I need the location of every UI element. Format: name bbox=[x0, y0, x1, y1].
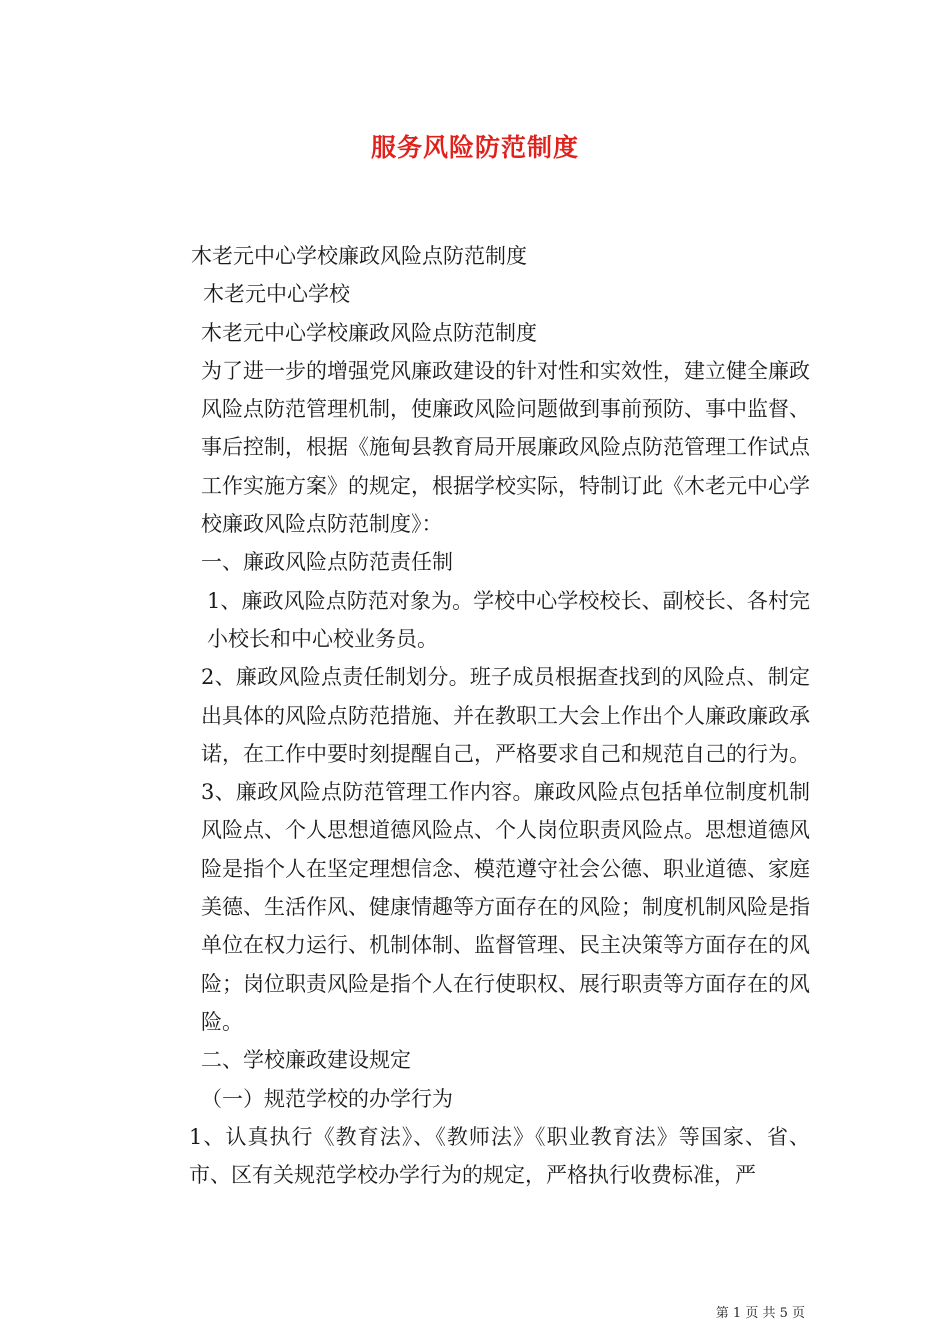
paragraph-item-4: 1、认真执行《教育法》、《教师法》《职业教育法》等国家、省、市、区有关规范学校办学行为的规定，严格执行收费标准，严 bbox=[189, 1124, 810, 1188]
section-heading-2: 二、学校廉政建设规定 bbox=[201, 1048, 411, 1073]
paragraph-item-1: 1、廉政风险点防范对象为。学校中心学校校长、副校长、各村完小校长和中心校业务员。 bbox=[207, 588, 810, 651]
paragraph-heading-1: 木老元中心学校廉政风险点防范制度 bbox=[191, 244, 527, 268]
document-body bbox=[145, 237, 810, 1194]
subsection-heading-1: （一）规范学校的办学行为 bbox=[201, 1086, 453, 1111]
document-title: 服务风险防范制度 bbox=[370, 133, 579, 162]
paragraph-item-3: 3、廉政风险点防范管理工作内容。廉政风险点包括单位制度机制风险点、个人思想道德风险点、个人岗位职责风险点。思想道德风险是指个人在坚定理想信念、模范遵守社会公德、职业道德、家庭美德、生活作风、健康情趣等方面存在的风险；制度机制风险是指单位在权力运行、机制体制、监督管理、民主决策等方面存在的风险；岗位职责风险是指个人在行使职权、展行职责等方面存在的风险。 bbox=[201, 780, 810, 1034]
page-indicator: 第 1 页 共 5 页 bbox=[715, 1306, 805, 1321]
paragraph-item-2: 2、廉政风险点责任制划分。班子成员根据查找到的风险点、制定出具体的风险点防范措施、并在教职工大会上作出个人廉政廉政承诺，在工作中要时刻提醒自己，严格要求自己和规范自己的行为。 bbox=[201, 665, 810, 766]
paragraph-intro: 为了进一步的增强党风廉政建设的针对性和实效性，建立健全廉政风险点防范管理机制，使廉政风险问题做到事前预防、事中监督、事后控制，根据《施甸县教育局开展廉政风险点防范管理工作试点工作实施方案》的规定，根据学校实际，特制订此《木老元中心学校廉政风险点防范制度》： bbox=[201, 358, 810, 537]
paragraph-school-name: 木老元中心学校 bbox=[203, 282, 350, 307]
section-heading-1: 一、廉政风险点防范责任制 bbox=[201, 550, 453, 575]
paragraph-heading-2: 木老元中心学校廉政风险点防范制度 bbox=[201, 320, 537, 345]
